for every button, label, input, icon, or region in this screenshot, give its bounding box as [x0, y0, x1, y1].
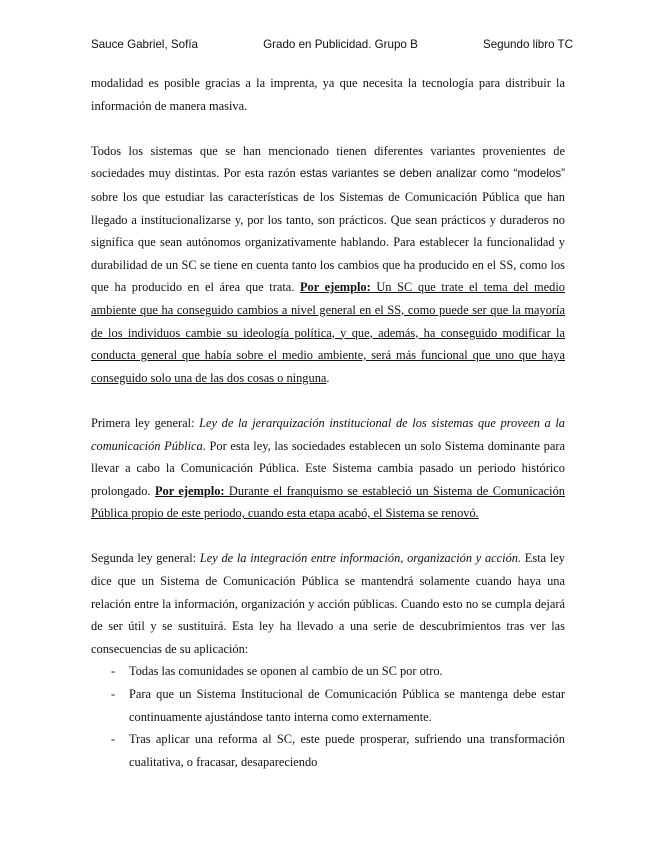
law-1-name: Ley de la jerarquización institucional de los sistemas que proveen a la comunicación Pública: [91, 415, 565, 453]
paragraph-2-text-b: sobre los que estudiar las características de los Sistemas de Comunicación Pública que han llegado a institucionalizarse y, por los tanto, son prácticos. Que sean prácticos y duraderos no significa que sean autónomos organizativamente hablando. Para establecer la funcionalidad y durabilidad de un SC se tiene en cuenta tanto los cambios que ha producido en el SS, como los que ha producido en el área que trata.: [91, 189, 565, 295]
paragraph-2-highlight: estas variantes se deben analizar como “modelos”: [299, 167, 565, 181]
header-document-title: Segundo libro TC: [482, 38, 573, 51]
paragraph-2: [91, 140, 565, 390]
example-text: Un SC que trate el tema del medio ambiente que ha conseguido cambios a nivel general en el SS, como puede ser que la mayoría de los individuos cambie su ideología política, y que, además, ha conseguido modificar la conducta general que había sobre el medio ambiente, será más funcional que uno que haya conseguido solo una de las dos cosas o ninguna: [91, 280, 565, 385]
law-1-text: . Por esta ley, las sociedades establecen un solo Sistema dominante para llevar a cabo la Comunicación Pública. Este Sistema cambia pasado un periodo histórico prolongado.: [91, 438, 566, 498]
list-item: - Todas las comunidades se oponen al cambio de un SC por otro.: [91, 660, 565, 683]
page-header: [91, 38, 573, 51]
law-2-name: Ley de la integración entre información, organización y acción.: [199, 551, 522, 566]
header-author: Sauce Gabriel, Sofía: [91, 38, 198, 51]
document-body: [91, 72, 565, 773]
law-1-lead: Primera ley general:: [91, 415, 200, 430]
paragraph-1: modalidad es posible gracias a la imprenta, ya que necesita la tecnología para distribuir la información de manera masiva.: [91, 76, 565, 113]
paragraph-2-end: .: [326, 370, 330, 385]
law-2-text: Esta ley dice que un Sistema de Comunicación Pública se mantendrá solamente cuando haya una relación entre la información, organización y acción públicas. Cuando esto no se cumpla dejará de ser útil y se sustituirá. Esta ley ha llevado a una serie de descubrimientos tras ver las consecuencias de su aplicación:: [91, 551, 565, 656]
paragraph-2-text-a: Todos los sistemas que se han mencionado tienen diferentes variantes provenientes de sociedades muy distintas. Por esta razón: [91, 143, 565, 181]
law-2-lead: Segunda ley general:: [91, 551, 200, 566]
consequences-list: [91, 660, 565, 773]
paragraph-3: [91, 412, 565, 525]
example-text: Durante el franquismo se estableció un Sistema de Comunicación Pública propio de este periodo, cuando esta etapa acabó, el Sistema se renovó.: [91, 483, 565, 521]
list-item: - Tras aplicar una reforma al SC, este puede prosperar, sufriendo una transformación cualitativa, o fracasar, desapareciendo: [91, 728, 565, 773]
example-label: Por ejemplo:: [299, 280, 371, 295]
paragraph-4: [91, 547, 565, 660]
example-label: Por ejemplo:: [154, 483, 225, 498]
header-course: Grado en Publicidad. Grupo B: [263, 38, 418, 51]
list-item: - Para que un Sistema Institucional de Comunicación Pública se mantenga debe estar continuamente ajustándose tanto interna como externamente.: [91, 683, 565, 728]
